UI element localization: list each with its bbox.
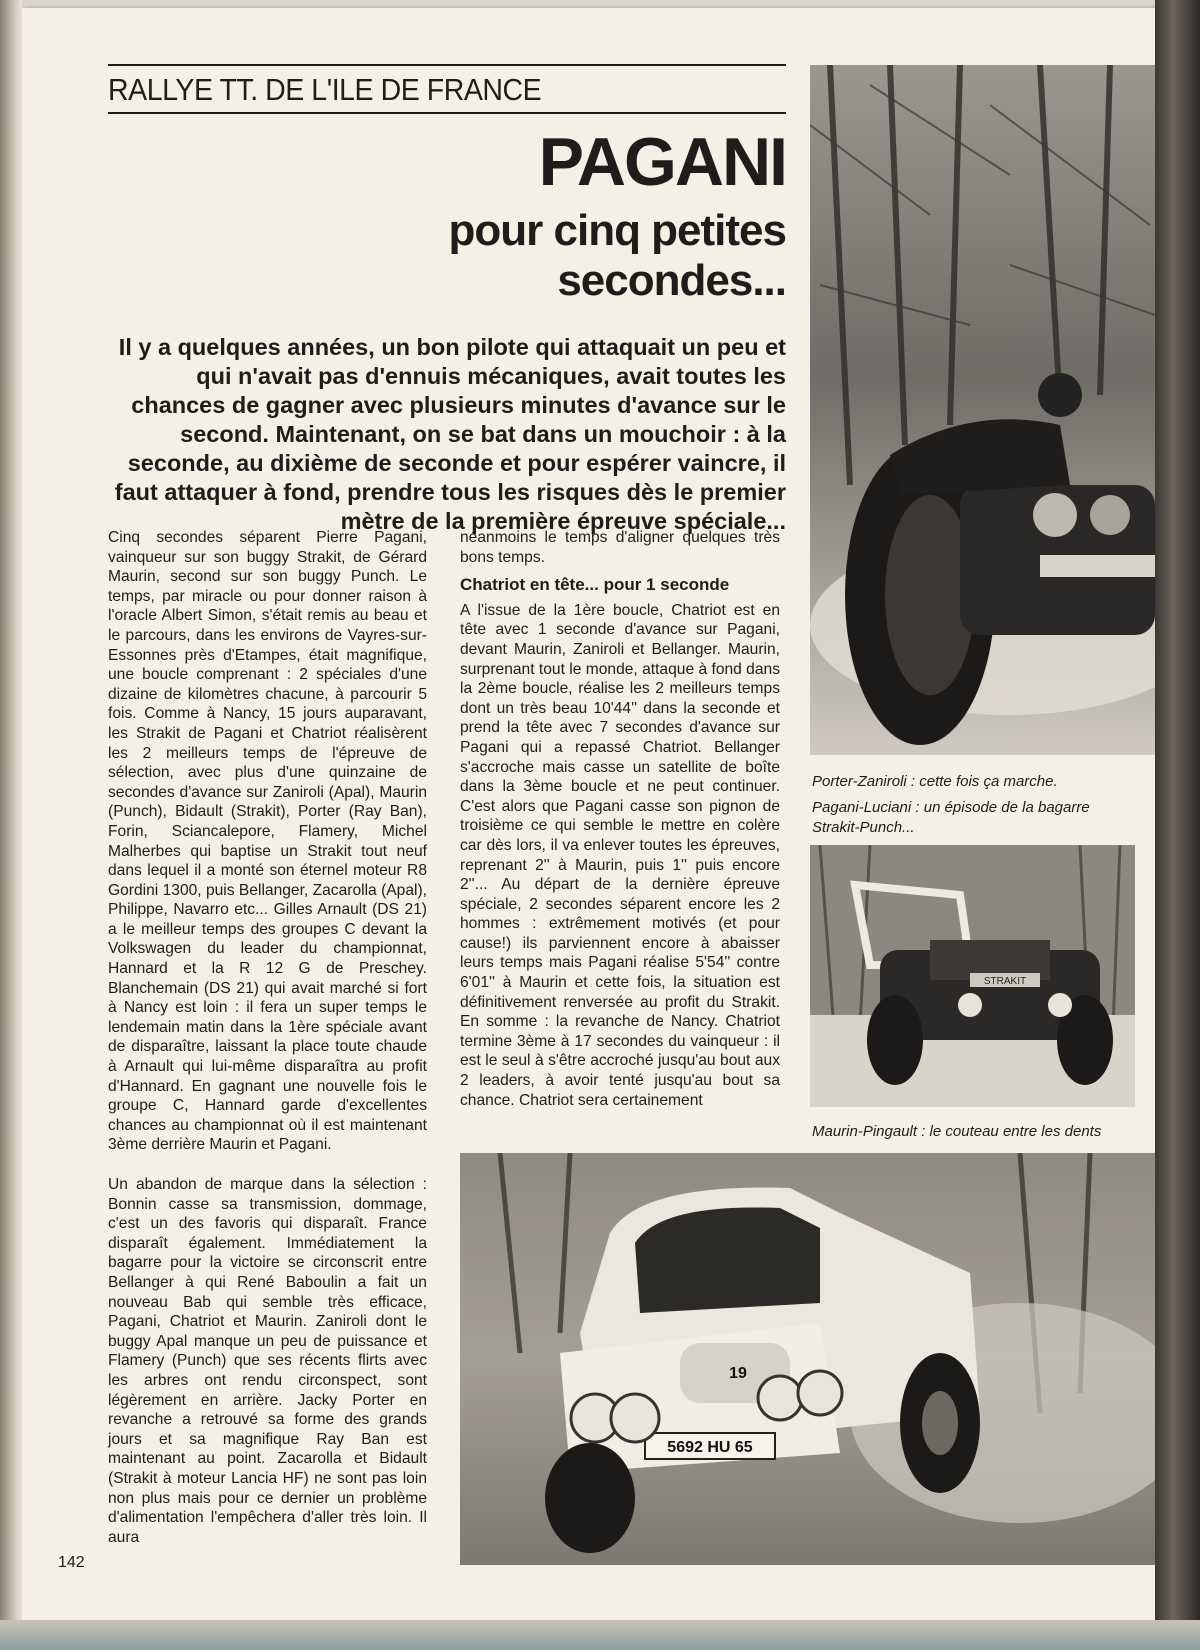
scan-bottom-edge (0, 1620, 1200, 1650)
caption-porter-zaniroli: Porter-Zaniroli : cette fois ça marche. (812, 773, 1058, 790)
photo-pagani-luciani (810, 845, 1135, 1107)
rally-car-image (460, 1153, 1155, 1565)
photo-maurin-pingault (460, 1153, 1155, 1565)
column1-paragraph-2: Un abandon de marque dans la sélection : Bonnin casse sa transmission, dommage, c'est un des favoris qui disparaît. France disparaît également. Immédiatement la bagarre pour la victoire se circonscrit entre Bellanger à qui René Baboulin a fait un nouveau Bab qui semble très efficace, Pagani, Chatriot et Maurin. Zaniroli dont le buggy Apal manque un peu de puissance et Flamery (Punch) que ses récents flirts avec les arbres ont rendu circonspect, sont légèrement en arrière. Jacky Porter en revanche a retrouvé sa forme des grands jours et sa magnifique Ray Ban est maintenant au point. Zacarolla et Bidault (Strakit à moteur Lancia HF) ne sont pas loin non plus mais pour ce dernier un problème d'alimentation l'empêchera d'aller très loin. Il aura (108, 1176, 427, 1546)
section-kicker: RALLYE TT. DE L'ILE DE FRANCE (108, 72, 542, 107)
article-subtitle: pour cinq petites secondes... (448, 206, 786, 305)
subheading: Chatriot en tête... pour 1 seconde (460, 575, 730, 595)
photo-porter-zaniroli (810, 65, 1155, 755)
article-column-1 (108, 528, 427, 1547)
page-number: 142 (58, 1554, 85, 1571)
license-plate-text: 5692 HU 65 (667, 1439, 753, 1456)
strakit-badge-text: STRAKIT (983, 976, 1027, 987)
column2-paragraph-1: néanmoins le temps d'aligner quelques très bons temps. (460, 529, 780, 566)
strakit-buggy-image (810, 845, 1135, 1107)
next-page-edge (1155, 0, 1200, 1650)
caption-maurin-pingault: Maurin-Pingault : le couteau entre les dents (812, 1123, 1102, 1140)
buggy-forest-image (810, 65, 1155, 755)
car-number-text: 19 (729, 1365, 747, 1382)
article-title: PAGANI (538, 124, 786, 200)
page-spine (0, 0, 22, 1650)
caption-pagani-luciani: Pagani-Luciani : un épisode de la bagarre Strakit-Punch... (812, 799, 1090, 836)
header-rule-bottom (108, 112, 786, 114)
article-lead: Il y a quelques années, un bon pilote qui attaquait un peu et qui n'avait pas d'ennuis mécaniques, avait toutes les chances de gagner avec plusieurs minutes d'avance sur le second. Maintenant, on se bat dans un mouchoir : à la seconde, au dixième de seconde et pour espérer vaincre, il faut attaquer à fond, prendre tous les risques dès le premier mètre de la première épreuve spéciale... (114, 334, 786, 534)
column2-paragraph-2: A l'issue de la 1ère boucle, Chatriot est en tête avec 1 seconde d'avance sur Pagani, devant Maurin, Zaniroli et Bellanger. Maurin, surprenant tout le monde, attaque à fond dans la 2ème boucle, réalise les 2 meilleurs temps dont un très beau 10'44'' dans la seconde et prend la tête avec 7 secondes d'avance sur Pagani qui a repassé Chatriot. Bellanger s'accroche mais casse un satellite de boîte dans la 3ème boucle et ne peut continuer. C'est alors que Pagani casse son pignon de troisième ce qui semble le mettre en colère car dès lors, il va enlever toutes les épreuves, reprenant 2'' à Maurin, puis 1'' puis encore 2''... Au départ de la dernière épreuve spéciale, 2 secondes séparent encore les 2 hommes : extrêmement motivés (et pour cause!) ils parviennent encore à abaisser leurs temps mais Pagani réalise 5'54'' contre 6'01'' à Maurin et cette fois, la situation est définitivement renversée au profit du Strakit. En somme : la revanche de Nancy. Chatriot termine 3ème à 17 secondes du vainqueur : il est le seul à s'être accroché jusqu'au bout aux 2 leaders, à avoir tenté jusqu'au bout sa chance. Chatriot sera certainement (460, 601, 780, 1109)
column1-paragraph-1: Cinq secondes séparent Pierre Pagani, vainqueur sur son buggy Strakit, de Gérard Maurin, second sur son buggy Punch. Le temps, par miracle ou pour donner raison à l'oracle Albert Simon, s'était remis au beau et le parcours, dans les environs de Vayres-sur-Essonnes près d'Etampes, était magnifique, une boucle comprenant : 2 spéciales d'une dizaine de kilomètres chacune, à parcourir 5 fois. Comme à Nancy, 15 jours auparavant, les Strakit de Pagani et Chatriot réalisèrent les 2 meilleurs temps de l'épreuve de sélection, avec plus d'une quinzaine de secondes d'avance sur Zaniroli (Apal), Maurin (Punch), Bidault (Strakit), Porter (Ray Ban), Forin, Sciancalepore, Flamery, Michel Malherbes qui baptise un Strakit tout neuf dans lequel il a monté son éternel moteur R8 Gordini 1300, puis Bellanger, Zacarolla (Apal), Philippe, Navarro etc... Gilles Arnault (DS 21) a le meilleur temps des groupes C devant la Volkswagen du leader du championnat, Hannard et la R 12 G de Preschey. Blanchemain (DS 21) qui avait marché si fort à Nancy est loin : il fera un super temps le lendemain matin dans la 1ère spéciale avant de disparaître, laissant la place toute chaude à Arnault qui lui-même disparaîtra au profit d'Hannard. En gagnant une nouvelle fois le groupe C, Hannard garde d'excellentes chances au championnat où il est maintenant 3ème derrière Maurin et Pagani. (108, 529, 427, 1154)
header-rule-top (108, 64, 786, 66)
article-column-2 (460, 528, 780, 1110)
